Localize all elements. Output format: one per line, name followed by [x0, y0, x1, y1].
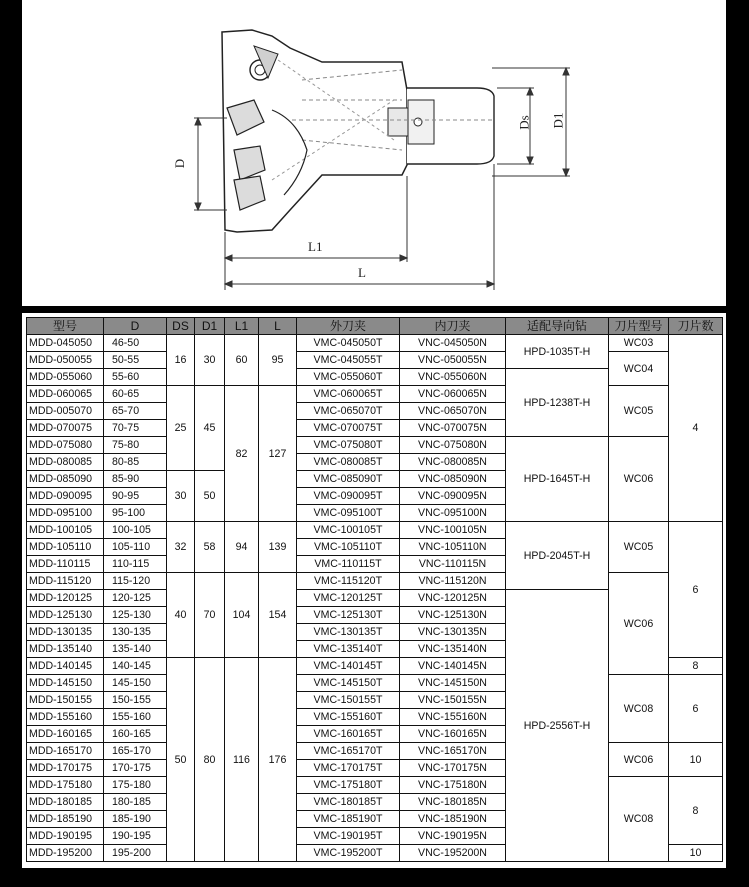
inner-holder-cell: VNC-160165N	[400, 726, 506, 743]
outer-holder-cell: VMC-150155T	[297, 692, 400, 709]
model-cell: MDD-160165	[27, 726, 104, 743]
model-cell: MDD-050055	[27, 352, 104, 369]
dim-label-d1: D1	[550, 112, 566, 129]
outer-holder-cell: VMC-085090T	[297, 471, 400, 488]
spec-table	[26, 317, 723, 862]
l-cell: 176	[259, 658, 297, 862]
insert-model-cell: WC03	[609, 335, 669, 352]
model-cell: MDD-075080	[27, 437, 104, 454]
outer-holder-cell: VMC-075080T	[297, 437, 400, 454]
insert-count-cell: 8	[669, 658, 723, 675]
inner-holder-cell: VNC-140145N	[400, 658, 506, 675]
header-d1: D1	[195, 318, 225, 335]
guide-drill-cell: HPD-2045T-H	[506, 522, 609, 590]
outer-holder-cell: VMC-045050T	[297, 335, 400, 352]
inner-holder-cell: VNC-150155N	[400, 692, 506, 709]
inner-holder-cell: VNC-190195N	[400, 828, 506, 845]
table-row	[27, 335, 723, 352]
l-cell: 139	[259, 522, 297, 573]
insert-count-cell: 10	[669, 845, 723, 862]
model-cell: MDD-185190	[27, 811, 104, 828]
inner-holder-cell: VNC-130135N	[400, 624, 506, 641]
inner-holder-cell: VNC-170175N	[400, 760, 506, 777]
diameter-range-cell: 100-105	[104, 522, 167, 539]
cutter-diagram	[22, 0, 726, 306]
model-cell: MDD-190195	[27, 828, 104, 845]
inner-holder-cell: VNC-120125N	[400, 590, 506, 607]
guide-drill-cell: HPD-1035T-H	[506, 335, 609, 369]
header-ds: DS	[167, 318, 195, 335]
model-cell: MDD-125130	[27, 607, 104, 624]
model-cell: MDD-060065	[27, 386, 104, 403]
d1-cell: 50	[195, 471, 225, 522]
outer-holder-cell: VMC-190195T	[297, 828, 400, 845]
diameter-range-cell: 46-50	[104, 335, 167, 352]
outer-holder-cell: VMC-140145T	[297, 658, 400, 675]
table-row	[27, 675, 723, 692]
outer-holder-cell: VMC-145150T	[297, 675, 400, 692]
model-cell: MDD-150155	[27, 692, 104, 709]
insert-model-cell: WC06	[609, 437, 669, 522]
outer-holder-cell: VMC-110115T	[297, 556, 400, 573]
diameter-range-cell: 80-85	[104, 454, 167, 471]
outer-holder-cell: VMC-115120T	[297, 573, 400, 590]
dim-label-ds: Ds	[516, 115, 532, 130]
table-body	[27, 335, 723, 862]
outer-holder-cell: VMC-185190T	[297, 811, 400, 828]
l1-cell: 104	[225, 573, 259, 658]
header-l1: L1	[225, 318, 259, 335]
ds-cell: 32	[167, 522, 195, 573]
outer-holder-cell: VMC-065070T	[297, 403, 400, 420]
outer-holder-cell: VMC-160165T	[297, 726, 400, 743]
d1-cell: 45	[195, 386, 225, 471]
model-cell: MDD-110115	[27, 556, 104, 573]
l1-cell: 82	[225, 386, 259, 522]
diameter-range-cell: 135-140	[104, 641, 167, 658]
insert-model-cell: WC08	[609, 777, 669, 862]
diameter-range-cell: 165-170	[104, 743, 167, 760]
inner-holder-cell: VNC-060065N	[400, 386, 506, 403]
header-d: D	[104, 318, 167, 335]
dim-label-l: L	[358, 265, 366, 280]
l1-cell: 116	[225, 658, 259, 862]
inner-holder-cell: VNC-195200N	[400, 845, 506, 862]
l1-cell: 60	[225, 335, 259, 386]
model-cell: MDD-140145	[27, 658, 104, 675]
inner-holder-cell: VNC-095100N	[400, 505, 506, 522]
diameter-range-cell: 105-110	[104, 539, 167, 556]
inner-holder-cell: VNC-165170N	[400, 743, 506, 760]
model-cell: MDD-195200	[27, 845, 104, 862]
table-row	[27, 437, 723, 454]
diameter-range-cell: 110-115	[104, 556, 167, 573]
model-cell: MDD-055060	[27, 369, 104, 386]
table-row	[27, 743, 723, 760]
outer-holder-cell: VMC-120125T	[297, 590, 400, 607]
header-model: 型号	[27, 318, 104, 335]
outer-holder-cell: VMC-180185T	[297, 794, 400, 811]
model-cell: MDD-045050	[27, 335, 104, 352]
outer-holder-cell: VMC-155160T	[297, 709, 400, 726]
insert-model-cell: WC06	[609, 743, 669, 777]
table-row	[27, 573, 723, 590]
inner-holder-cell: VNC-055060N	[400, 369, 506, 386]
insert-model-cell: WC05	[609, 522, 669, 573]
inner-holder-cell: VNC-065070N	[400, 403, 506, 420]
diameter-range-cell: 190-195	[104, 828, 167, 845]
inner-holder-cell: VNC-110115N	[400, 556, 506, 573]
diameter-range-cell: 145-150	[104, 675, 167, 692]
dim-label-l1: L1	[308, 239, 323, 254]
inner-holder-cell: VNC-105110N	[400, 539, 506, 556]
inner-holder-cell: VNC-175180N	[400, 777, 506, 794]
inner-holder-cell: VNC-075080N	[400, 437, 506, 454]
inner-holder-cell: VNC-185190N	[400, 811, 506, 828]
header-l: L	[259, 318, 297, 335]
d1-cell: 30	[195, 335, 225, 386]
insert-count-cell: 6	[669, 675, 723, 743]
d1-cell: 80	[195, 658, 225, 862]
diameter-range-cell: 170-175	[104, 760, 167, 777]
inner-holder-cell: VNC-135140N	[400, 641, 506, 658]
model-cell: MDD-115120	[27, 573, 104, 590]
outer-holder-cell: VMC-175180T	[297, 777, 400, 794]
model-cell: MDD-135140	[27, 641, 104, 658]
model-cell: MDD-080085	[27, 454, 104, 471]
table-row	[27, 522, 723, 539]
diameter-range-cell: 115-120	[104, 573, 167, 590]
guide-drill-cell: HPD-2556T-H	[506, 590, 609, 862]
l-cell: 154	[259, 573, 297, 658]
outer-holder-cell: VMC-095100T	[297, 505, 400, 522]
guide-drill-cell: HPD-1645T-H	[506, 437, 609, 522]
header-guide-drill: 适配导向钻	[506, 318, 609, 335]
model-cell: MDD-170175	[27, 760, 104, 777]
insert-model-cell: WC04	[609, 352, 669, 386]
d1-cell: 70	[195, 573, 225, 658]
table-header-row	[27, 318, 723, 335]
insert-model-cell: WC06	[609, 573, 669, 675]
l-cell: 95	[259, 335, 297, 386]
header-outer-holder: 外刀夹	[297, 318, 400, 335]
header-insert-count: 刀片数	[669, 318, 723, 335]
inner-holder-cell: VNC-180185N	[400, 794, 506, 811]
dim-label-d: D	[172, 158, 188, 169]
tool-drawing	[22, 0, 726, 306]
diameter-range-cell: 65-70	[104, 403, 167, 420]
l-cell: 127	[259, 386, 297, 522]
table-row	[27, 386, 723, 403]
diameter-range-cell: 75-80	[104, 437, 167, 454]
inner-holder-cell: VNC-115120N	[400, 573, 506, 590]
outer-holder-cell: VMC-045055T	[297, 352, 400, 369]
inner-holder-cell: VNC-045050N	[400, 335, 506, 352]
inner-holder-cell: VNC-070075N	[400, 420, 506, 437]
diameter-range-cell: 130-135	[104, 624, 167, 641]
ds-cell: 40	[167, 573, 195, 658]
diameter-range-cell: 60-65	[104, 386, 167, 403]
outer-holder-cell: VMC-090095T	[297, 488, 400, 505]
inner-holder-cell: VNC-145150N	[400, 675, 506, 692]
diameter-range-cell: 125-130	[104, 607, 167, 624]
model-cell: MDD-155160	[27, 709, 104, 726]
inner-holder-cell: VNC-080085N	[400, 454, 506, 471]
diameter-range-cell: 70-75	[104, 420, 167, 437]
ds-cell: 16	[167, 335, 195, 386]
outer-holder-cell: VMC-080085T	[297, 454, 400, 471]
outer-holder-cell: VMC-195200T	[297, 845, 400, 862]
header-insert-model: 刀片型号	[609, 318, 669, 335]
inner-holder-cell: VNC-155160N	[400, 709, 506, 726]
diameter-range-cell: 155-160	[104, 709, 167, 726]
diameter-range-cell: 95-100	[104, 505, 167, 522]
table-row	[27, 352, 723, 369]
inner-holder-cell: VNC-090095N	[400, 488, 506, 505]
diameter-range-cell: 150-155	[104, 692, 167, 709]
outer-holder-cell: VMC-130135T	[297, 624, 400, 641]
inner-holder-cell: VNC-125130N	[400, 607, 506, 624]
diameter-range-cell: 120-125	[104, 590, 167, 607]
outer-holder-cell: VMC-105110T	[297, 539, 400, 556]
l1-cell: 94	[225, 522, 259, 573]
table-row	[27, 777, 723, 794]
outer-holder-cell: VMC-165170T	[297, 743, 400, 760]
header-inner-holder: 内刀夹	[400, 318, 506, 335]
diameter-range-cell: 185-190	[104, 811, 167, 828]
model-cell: MDD-100105	[27, 522, 104, 539]
model-cell: MDD-070075	[27, 420, 104, 437]
model-cell: MDD-005070	[27, 403, 104, 420]
d1-cell: 58	[195, 522, 225, 573]
diameter-range-cell: 175-180	[104, 777, 167, 794]
insert-count-cell: 6	[669, 522, 723, 658]
diameter-range-cell: 180-185	[104, 794, 167, 811]
outer-holder-cell: VMC-060065T	[297, 386, 400, 403]
model-cell: MDD-090095	[27, 488, 104, 505]
insert-count-cell: 10	[669, 743, 723, 777]
model-cell: MDD-145150	[27, 675, 104, 692]
outer-holder-cell: VMC-055060T	[297, 369, 400, 386]
diameter-range-cell: 90-95	[104, 488, 167, 505]
insert-model-cell: WC05	[609, 386, 669, 437]
inner-holder-cell: VNC-050055N	[400, 352, 506, 369]
diameter-range-cell: 140-145	[104, 658, 167, 675]
guide-drill-cell: HPD-1238T-H	[506, 369, 609, 437]
ds-cell: 25	[167, 386, 195, 471]
diameter-range-cell: 55-60	[104, 369, 167, 386]
model-cell: MDD-105110	[27, 539, 104, 556]
diameter-range-cell: 195-200	[104, 845, 167, 862]
outer-holder-cell: VMC-125130T	[297, 607, 400, 624]
outer-holder-cell: VMC-100105T	[297, 522, 400, 539]
model-cell: MDD-175180	[27, 777, 104, 794]
model-cell: MDD-165170	[27, 743, 104, 760]
model-cell: MDD-085090	[27, 471, 104, 488]
inner-holder-cell: VNC-085090N	[400, 471, 506, 488]
outer-holder-cell: VMC-135140T	[297, 641, 400, 658]
insert-count-cell: 4	[669, 335, 723, 522]
spec-table-panel	[22, 313, 726, 868]
insert-model-cell: WC08	[609, 675, 669, 743]
insert-count-cell: 8	[669, 777, 723, 845]
model-cell: MDD-180185	[27, 794, 104, 811]
diameter-range-cell: 50-55	[104, 352, 167, 369]
outer-holder-cell: VMC-070075T	[297, 420, 400, 437]
diameter-range-cell: 160-165	[104, 726, 167, 743]
outer-holder-cell: VMC-170175T	[297, 760, 400, 777]
model-cell: MDD-120125	[27, 590, 104, 607]
ds-cell: 50	[167, 658, 195, 862]
model-cell: MDD-095100	[27, 505, 104, 522]
inner-holder-cell: VNC-100105N	[400, 522, 506, 539]
ds-cell: 30	[167, 471, 195, 522]
diameter-range-cell: 85-90	[104, 471, 167, 488]
model-cell: MDD-130135	[27, 624, 104, 641]
